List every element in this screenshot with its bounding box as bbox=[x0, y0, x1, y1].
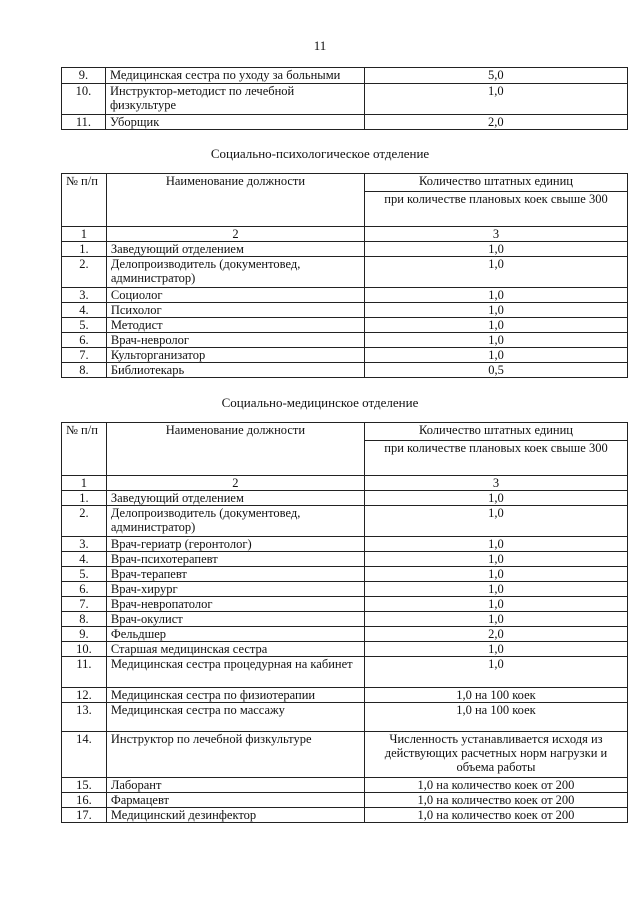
position-name: Медицинская сестра по физиотерапии bbox=[106, 688, 364, 703]
position-name: Врач-окулист bbox=[106, 612, 364, 627]
staff-count: 1,0 bbox=[364, 657, 627, 688]
position-name: Психолог bbox=[106, 303, 364, 318]
position-name: Заведующий отделением bbox=[106, 491, 364, 506]
column-header-position: Наименование должности bbox=[106, 174, 364, 227]
table-row bbox=[62, 793, 628, 808]
table-row bbox=[62, 552, 628, 567]
staff-count: 1,0 bbox=[365, 257, 628, 288]
position-name: Культорганизатор bbox=[106, 348, 364, 363]
continuation-table bbox=[61, 67, 628, 130]
row-number: 12. bbox=[62, 688, 107, 703]
column-header-quantity-sub: при количестве плановых коек свыше 300 bbox=[364, 441, 627, 476]
staff-count: 1,0 bbox=[365, 318, 628, 333]
table-row bbox=[62, 288, 628, 303]
table-row bbox=[62, 84, 628, 115]
section-title: Социально-медицинское отделение bbox=[221, 395, 419, 410]
column-header-number: № п/п bbox=[62, 423, 107, 476]
table-row bbox=[62, 612, 628, 627]
staff-table-medical bbox=[61, 422, 628, 823]
staff-count: 0,5 bbox=[365, 363, 628, 378]
staff-count: 1,0 на количество коек от 200 bbox=[364, 778, 627, 793]
staff-count: 5,0 bbox=[364, 68, 627, 84]
position-name: Фельдшер bbox=[106, 627, 364, 642]
position-name: Врач-хирург bbox=[106, 582, 364, 597]
column-header-quantity: Количество штатных единиц bbox=[364, 423, 627, 441]
column-header-number: № п/п bbox=[62, 174, 107, 227]
staff-count: 2,0 bbox=[364, 115, 627, 130]
column-numbers-row bbox=[62, 227, 628, 242]
row-number: 2. bbox=[62, 506, 107, 537]
staff-count: Численность устанавливается исходя из действующих расчетных норм нагрузки и объема работы bbox=[364, 732, 627, 778]
row-number: 3. bbox=[62, 537, 107, 552]
staff-count: 1,0 bbox=[364, 567, 627, 582]
column-number: 3 bbox=[365, 227, 628, 242]
table-row bbox=[62, 242, 628, 257]
row-number: 2. bbox=[62, 257, 107, 288]
position-name: Инструктор-методист по лечебной физкультуре bbox=[105, 84, 364, 115]
row-number: 9. bbox=[62, 68, 106, 84]
table-row bbox=[62, 537, 628, 552]
table-row bbox=[62, 348, 628, 363]
row-number: 7. bbox=[62, 348, 107, 363]
staff-count: 1,0 bbox=[364, 582, 627, 597]
column-number: 2 bbox=[106, 227, 364, 242]
position-name: Фармацевт bbox=[106, 793, 364, 808]
staff-count: 1,0 на 100 коек bbox=[364, 703, 627, 732]
row-number: 10. bbox=[62, 84, 106, 115]
column-header-quantity-sub: при количестве плановых коек свыше 300 bbox=[365, 192, 628, 227]
column-header-quantity: Количество штатных единиц bbox=[365, 174, 628, 192]
staff-count: 1,0 на 100 коек bbox=[364, 688, 627, 703]
row-number: 6. bbox=[62, 333, 107, 348]
table-row bbox=[62, 808, 628, 823]
row-number: 8. bbox=[62, 612, 107, 627]
table-row bbox=[62, 257, 628, 288]
table-row bbox=[62, 115, 628, 130]
row-number: 11. bbox=[62, 115, 106, 130]
row-number: 17. bbox=[62, 808, 107, 823]
row-number: 15. bbox=[62, 778, 107, 793]
table-row bbox=[62, 582, 628, 597]
position-name: Библиотекарь bbox=[106, 363, 364, 378]
row-number: 13. bbox=[62, 703, 107, 732]
staff-count: 1,0 на количество коек от 200 bbox=[364, 808, 627, 823]
row-number: 5. bbox=[62, 567, 107, 582]
table-row bbox=[62, 567, 628, 582]
staff-table-psychological bbox=[61, 173, 628, 378]
column-header-position: Наименование должности bbox=[106, 423, 364, 476]
table-row bbox=[62, 688, 628, 703]
table-row bbox=[62, 491, 628, 506]
position-name: Лаборант bbox=[106, 778, 364, 793]
table-row bbox=[62, 506, 628, 537]
page-number: 11 bbox=[313, 38, 327, 53]
position-name: Врач-невролог bbox=[106, 333, 364, 348]
position-name: Социолог bbox=[106, 288, 364, 303]
position-name: Методист bbox=[106, 318, 364, 333]
staff-count: 1,0 bbox=[364, 506, 627, 537]
table-row bbox=[62, 318, 628, 333]
row-number: 1. bbox=[62, 242, 107, 257]
staff-count: 1,0 bbox=[364, 642, 627, 657]
staff-count: 1,0 bbox=[364, 491, 627, 506]
row-number: 9. bbox=[62, 627, 107, 642]
staff-count: 1,0 bbox=[365, 348, 628, 363]
column-number: 2 bbox=[106, 476, 364, 491]
table-row bbox=[62, 778, 628, 793]
staff-count: 1,0 bbox=[365, 288, 628, 303]
staff-count: 1,0 bbox=[364, 537, 627, 552]
column-number: 3 bbox=[364, 476, 627, 491]
position-name: Медицинская сестра по уходу за больными bbox=[105, 68, 364, 84]
column-number: 1 bbox=[62, 476, 107, 491]
table-row bbox=[62, 732, 628, 778]
position-name: Врач-невропатолог bbox=[106, 597, 364, 612]
table-row bbox=[62, 597, 628, 612]
table-header-row bbox=[62, 174, 628, 192]
table-row bbox=[62, 68, 628, 84]
table-row bbox=[62, 657, 628, 688]
table-row bbox=[62, 333, 628, 348]
table-row bbox=[62, 303, 628, 318]
position-name: Делопроизводитель (документовед, администратор) bbox=[106, 506, 364, 537]
table-row bbox=[62, 642, 628, 657]
staff-count: 1,0 bbox=[365, 303, 628, 318]
position-name: Старшая медицинская сестра bbox=[106, 642, 364, 657]
row-number: 10. bbox=[62, 642, 107, 657]
position-name: Делопроизводитель (документовед, администратор) bbox=[106, 257, 364, 288]
row-number: 1. bbox=[62, 491, 107, 506]
staff-count: 1,0 bbox=[364, 84, 627, 115]
table-row bbox=[62, 703, 628, 732]
position-name: Медицинский дезинфектор bbox=[106, 808, 364, 823]
row-number: 11. bbox=[62, 657, 107, 688]
row-number: 7. bbox=[62, 597, 107, 612]
staff-count: 1,0 bbox=[365, 333, 628, 348]
row-number: 6. bbox=[62, 582, 107, 597]
staff-count: 1,0 bbox=[364, 597, 627, 612]
column-number: 1 bbox=[62, 227, 107, 242]
staff-count: 1,0 на количество коек от 200 bbox=[364, 793, 627, 808]
row-number: 16. bbox=[62, 793, 107, 808]
row-number: 3. bbox=[62, 288, 107, 303]
staff-count: 2,0 bbox=[364, 627, 627, 642]
staff-count: 1,0 bbox=[364, 612, 627, 627]
table-header-row bbox=[62, 423, 628, 441]
row-number: 8. bbox=[62, 363, 107, 378]
position-name: Врач-гериатр (геронтолог) bbox=[106, 537, 364, 552]
row-number: 14. bbox=[62, 732, 107, 778]
position-name: Заведующий отделением bbox=[106, 242, 364, 257]
row-number: 4. bbox=[62, 303, 107, 318]
position-name: Уборщик bbox=[105, 115, 364, 130]
position-name: Медицинская сестра процедурная на кабинет bbox=[106, 657, 364, 688]
table-row bbox=[62, 363, 628, 378]
table-row bbox=[62, 627, 628, 642]
staff-count: 1,0 bbox=[364, 552, 627, 567]
section-title: Социально-психологическое отделение bbox=[210, 146, 430, 161]
position-name: Врач-терапевт bbox=[106, 567, 364, 582]
column-numbers-row bbox=[62, 476, 628, 491]
row-number: 5. bbox=[62, 318, 107, 333]
staff-count: 1,0 bbox=[365, 242, 628, 257]
row-number: 4. bbox=[62, 552, 107, 567]
position-name: Медицинская сестра по массажу bbox=[106, 703, 364, 732]
position-name: Инструктор по лечебной физкультуре bbox=[106, 732, 364, 778]
position-name: Врач-психотерапевт bbox=[106, 552, 364, 567]
